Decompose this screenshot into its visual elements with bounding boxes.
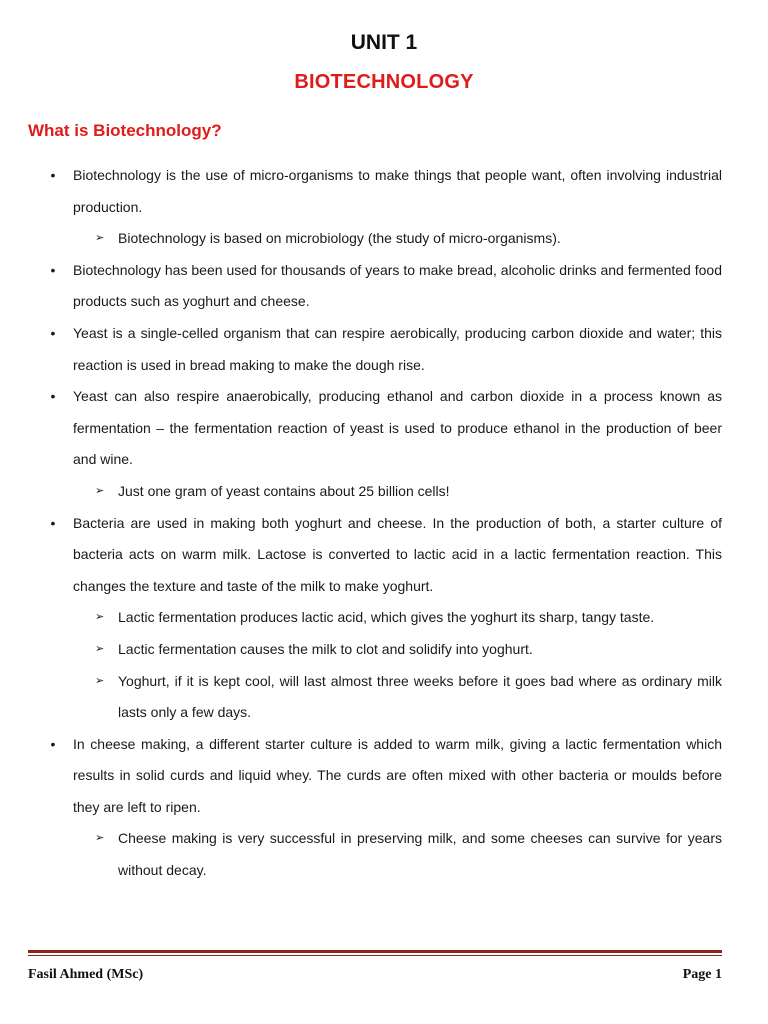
sub-bullet-text: Yoghurt, if it is kept cool, will last almost three weeks before it goes bad where as ordinary milk lasts only a few days. (118, 672, 722, 721)
sub-bullet-item (46, 823, 722, 886)
footer-author: Fasil Ahmed (MSc) (28, 967, 144, 982)
bullet-item (46, 318, 722, 381)
footer-rule-thick (28, 950, 722, 953)
arrow-icon: ➢ (95, 642, 105, 655)
bullet-icon: • (50, 735, 56, 752)
bullet-icon: • (50, 261, 56, 278)
arrow-icon: ➢ (95, 832, 105, 845)
sub-bullet-item (46, 666, 722, 729)
unit-title: UNIT 1 (350, 31, 418, 54)
arrow-icon: ➢ (95, 484, 105, 497)
bullet-icon: • (50, 324, 56, 341)
bullet-text: Biotechnology is the use of micro-organisms to make things that people want, often involving industrial production. (73, 167, 722, 215)
bullet-text: Yeast is a single-celled organism that can respire aerobically, producing carbon dioxide and water; this reaction is used in bread making to make the dough rise. (73, 324, 722, 373)
bullet-text: Biotechnology has been used for thousands of years to make bread, alcoholic drinks and fermented food products such as yoghurt and cheese. (73, 261, 722, 310)
footer-page-number: Page 1 (682, 967, 722, 982)
page-title: BIOTECHNOLOGY (294, 71, 474, 93)
sub-bullet-item (46, 476, 722, 508)
bullet-item (46, 729, 722, 824)
sub-bullet-text: Lactic fermentation causes the milk to clot and solidify into yoghurt. (118, 640, 533, 657)
bullet-text: Bacteria are used in making both yoghurt and cheese. In the production of both, a starter culture of bacteria acts on warm milk. Lactose is converted to lactic acid in a lactic fermentation reaction. This changes the texture and taste of the milk to make yoghurt. (73, 514, 722, 594)
bullet-item (46, 255, 722, 318)
arrow-icon: ➢ (95, 232, 105, 245)
bullet-icon: • (50, 514, 56, 531)
sub-bullet-item (46, 634, 722, 666)
section-heading: What is Biotechnology? (28, 121, 222, 140)
footer-rule-thin (28, 955, 722, 956)
bullet-item (46, 381, 722, 476)
sub-bullet-text: Biotechnology is based on microbiology (the study of micro-organisms). (118, 230, 561, 247)
sub-bullet-item (46, 602, 722, 634)
sub-bullet-item (46, 223, 722, 255)
sub-bullet-text: Lactic fermentation produces lactic acid, which gives the yoghurt its sharp, tangy taste. (118, 609, 655, 626)
bullet-item (46, 160, 722, 223)
bullet-icon: • (50, 388, 56, 405)
arrow-icon: ➢ (95, 674, 105, 687)
sub-bullet-text: Cheese making is very successful in preserving milk, and some cheeses can survive for years without decay. (118, 830, 722, 879)
arrow-icon: ➢ (95, 611, 105, 624)
content-body (46, 160, 722, 887)
sub-bullet-text: Just one gram of yeast contains about 25 billion cells! (118, 482, 450, 499)
bullet-icon: • (50, 167, 56, 183)
bullet-text: Yeast can also respire anaerobically, producing ethanol and carbon dioxide in a process known as fermentation – the fermentation reaction of yeast is used to produce ethanol in the production of beer and wine. (73, 388, 722, 468)
bullet-item (46, 508, 722, 603)
bullet-text: In cheese making, a different starter culture is added to warm milk, giving a lactic fermentation which results in solid curds and liquid whey. The curds are often mixed with other bacteria or moulds before they are left to ripen. (73, 735, 722, 815)
